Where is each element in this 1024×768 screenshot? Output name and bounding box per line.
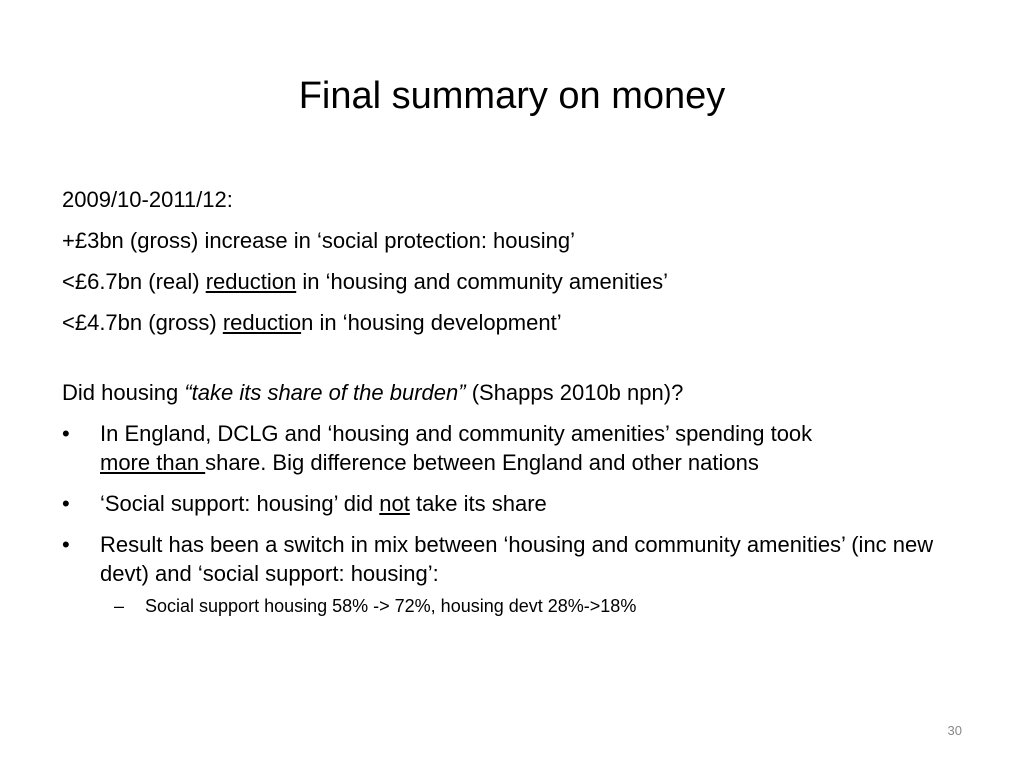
bullet-item-social-support [62, 489, 962, 518]
spacer [62, 349, 962, 378]
slide-title: Final summary on money [298, 75, 726, 117]
reduction-underlined: reduction [205, 269, 297, 294]
real-reduction-line [62, 267, 962, 296]
gross-reduction-prefix: <£4.7bn (gross) [62, 310, 223, 335]
gross-reduction-suffix: n in ‘housing development’ [301, 310, 562, 335]
bullet-social-suffix: take its share [409, 491, 547, 516]
reductio-underlined: reductio [222, 310, 302, 335]
slide-body [62, 185, 962, 618]
page-number: 30 [947, 723, 962, 738]
bullet-item-england [62, 419, 962, 477]
more-than-underlined: more than [100, 450, 206, 475]
bullet-icon: • [62, 421, 70, 446]
question-line [62, 378, 962, 407]
period-line: 2009/10-2011/12: [62, 187, 233, 212]
gross-reduction-line [62, 308, 962, 337]
sub-bullet-item [62, 594, 962, 618]
bullet-icon: • [62, 532, 70, 557]
bullet-icon: • [62, 491, 70, 516]
question-quote: “take its share of the burden” [184, 380, 466, 405]
bullet-england-text-b: share. Big difference between England and other nations [205, 450, 759, 475]
real-reduction-suffix: in ‘housing and community amenities’ [296, 269, 668, 294]
not-underlined: not [379, 491, 410, 516]
sub-bullet-text: Social support housing 58% -> 72%, housing devt 28%->18% [145, 596, 637, 616]
bullet-social-prefix: ‘Social support: housing’ did [100, 491, 380, 516]
question-prefix: Did housing [62, 380, 185, 405]
bullet-item-result [62, 530, 962, 588]
gross-increase-line: +£3bn (gross) increase in ‘social protection: housing’ [62, 228, 576, 253]
bullet-result-text: Result has been a switch in mix between ‘housing and community amenities’ (inc new devt) and ‘social support: housing’: [100, 532, 934, 586]
bullet-england-text-a: In England, DCLG and ‘housing and community amenities’ spending took [100, 421, 813, 446]
dash-icon: – [114, 596, 125, 616]
question-suffix: (Shapps 2010b npn)? [465, 380, 684, 405]
real-reduction-prefix: <£6.7bn (real) [62, 269, 206, 294]
